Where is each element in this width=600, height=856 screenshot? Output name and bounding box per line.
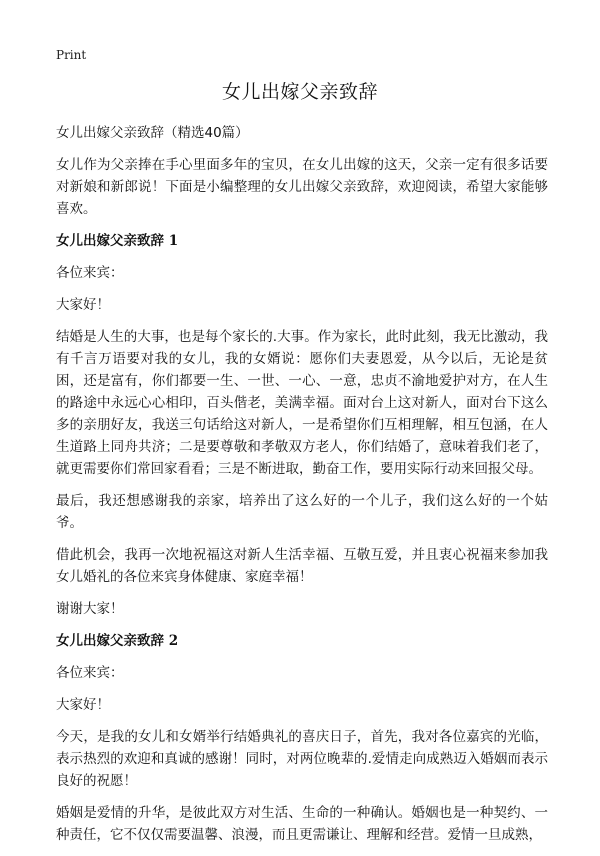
paragraph: 大家好！	[56, 297, 110, 313]
paragraph: 谢谢大家！	[56, 601, 124, 617]
article-subtitle: 女儿出嫁父亲致辞（精选40篇）	[56, 125, 249, 141]
paragraph: 结婚是人生的大事，也是每个家长的.大事。作为家长，此时此刻，我无比激动，我有千言万语要对我的女儿，我的女婿说：愿你们夫妻恩爱，从今以后，无论是贫困，还是富有，你们都要一生、一世、一心、一意，忠贞不渝地爱护对方，在人生的路途中永远心心相印，百头偕老，美满幸福。面对台上这对新人，面对台下这么多的亲朋好友，我送三句话给这对新人，一是希望你们互相理解，相互包涵，在人生道路上同舟共济；二是要尊敬和孝敬双方老人，你们结婚了，意味着我们老了，就更需要你们常回家看看；三是不断进取，勤奋工作，要用实际行动来回报父母。	[56, 329, 548, 477]
paragraph: 婚姻是爱情的升华，是彼此双方对生活、生命的一种确认。婚姻也是一种契约、一种责任，它不仅仅需要温馨、浪漫，而且更需谦让、理解和经营。爱情一旦成熟，	[56, 805, 548, 843]
section-heading-number: 1	[168, 233, 179, 249]
section-heading-text: 女儿出嫁父亲致辞	[56, 633, 164, 649]
paragraph: 最后，我还想感谢我的亲家，培养出了这么好的一个儿子，我们这么好的一个姑爷。	[56, 493, 548, 531]
section-heading-text: 女儿出嫁父亲致辞	[56, 233, 164, 249]
intro-paragraph: 女儿作为父亲捧在手心里面多年的宝贝，在女儿出嫁的这天，父亲一定有很多话要对新娘和新郎说！下面是小编整理的女儿出嫁父亲致辞，欢迎阅读，希望大家能够喜欢。	[56, 157, 548, 217]
paragraph: 借此机会，我再一次地祝福这对新人生活幸福、互敬互爱，并且衷心祝福来参加我女儿婚礼的各位来宾身体健康、家庭幸福！	[56, 547, 548, 585]
section-heading-number: 2	[168, 633, 179, 649]
section-heading-1	[56, 230, 548, 252]
paragraph: 各位来宾：	[56, 265, 124, 281]
article-body	[56, 122, 548, 856]
paragraph: 今天，是我的女儿和女婿举行结婚典礼的喜庆日子，首先，我对各位嘉宾的光临，表示热烈的欢迎和真诚的感谢！同时，对两位晚辈的.爱情走向成熟迈入婚姻而表示良好的祝愿！	[56, 729, 548, 789]
page-title: 女儿出嫁父亲致辞	[221, 81, 378, 103]
paragraph: 大家好！	[56, 697, 110, 713]
print-link[interactable]: Print	[56, 48, 87, 62]
paragraph: 各位来宾：	[56, 665, 124, 681]
section-heading-2	[56, 630, 548, 652]
